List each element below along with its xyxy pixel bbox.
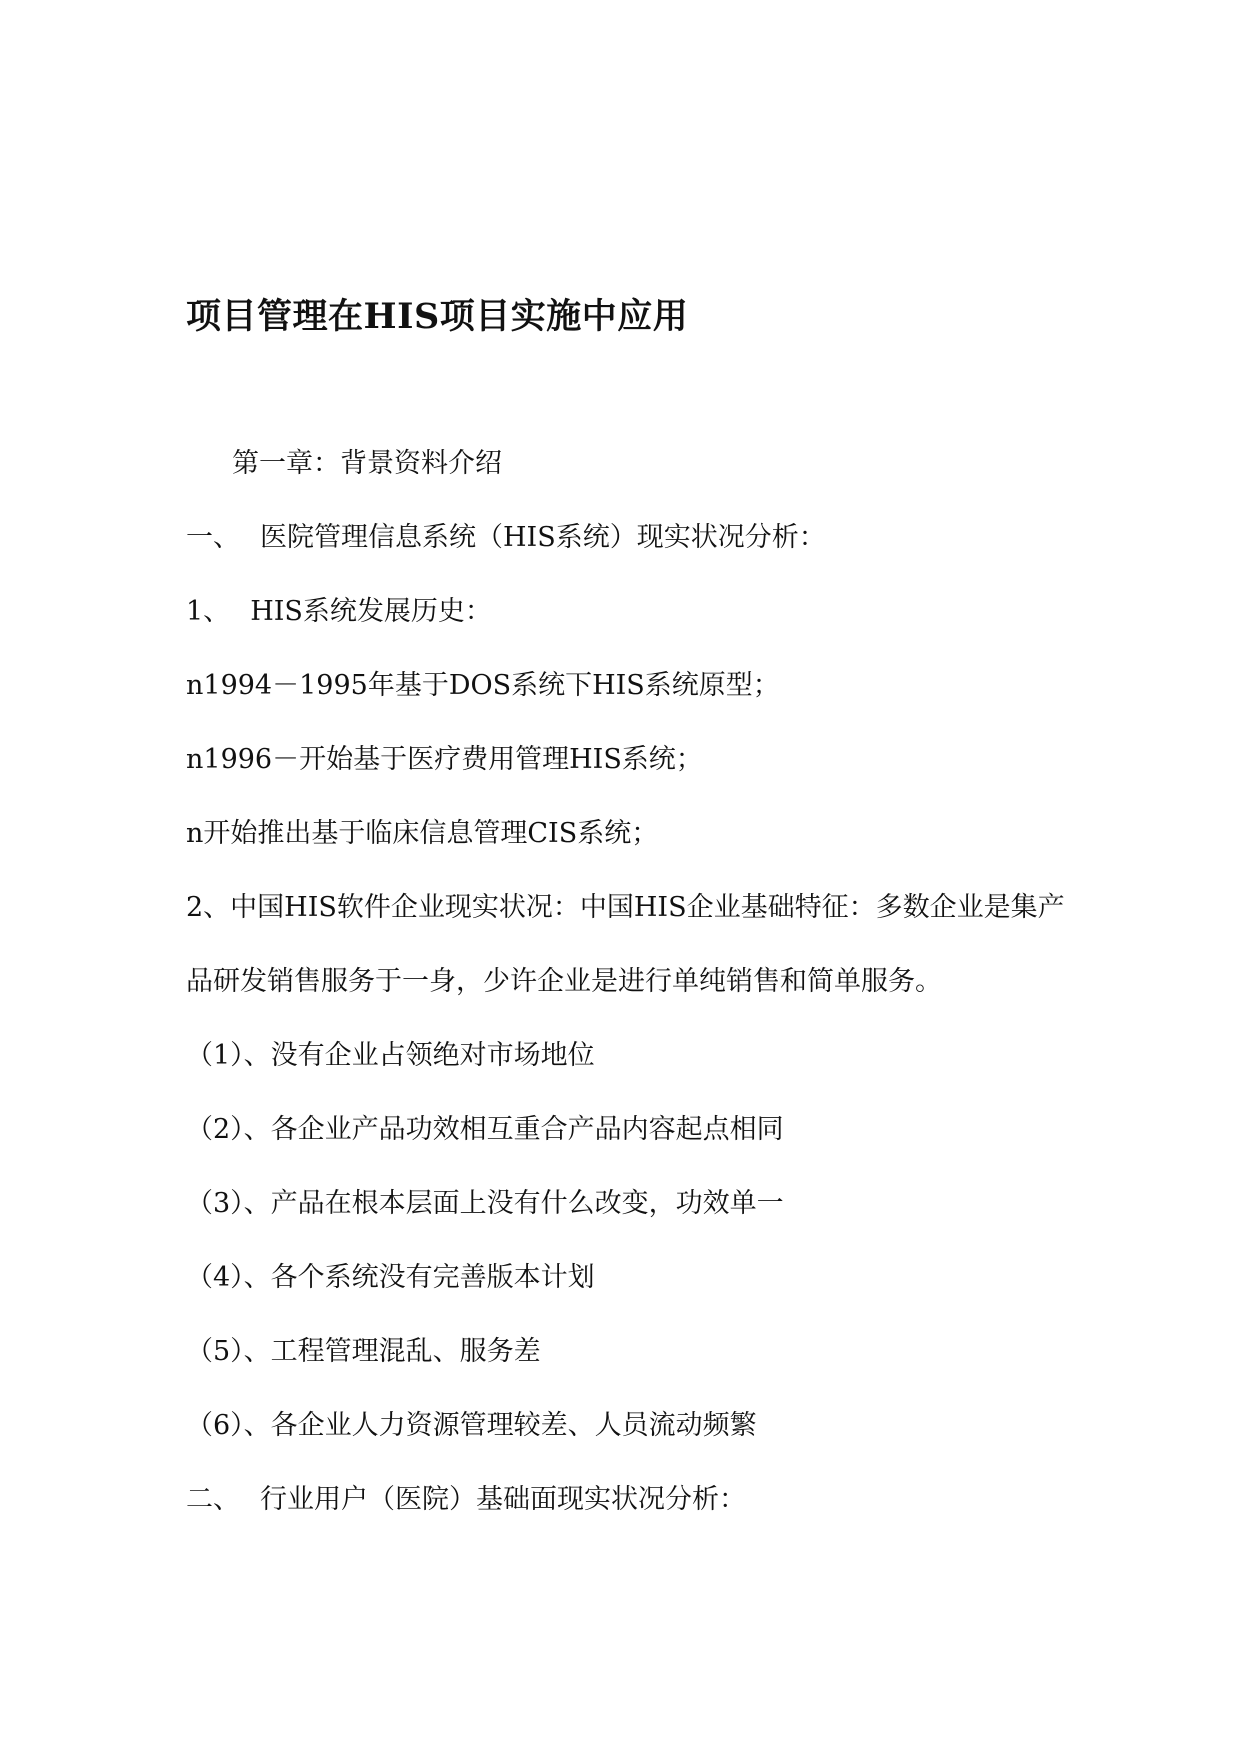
history-line: n1994－1995年基于DOS系统下HIS系统原型； — [186, 670, 780, 701]
history-line: n1996－开始基于医疗费用管理HIS系统； — [186, 744, 703, 775]
list-item: （6）、各企业人力资源管理较差、人员流动频繁 — [186, 1410, 757, 1441]
list-item: （2）、各企业产品功效相互重合产品内容起点相同 — [186, 1114, 784, 1145]
section-marker: 二、 — [186, 1484, 240, 1515]
section-heading-2 — [186, 1480, 746, 1520]
item-marker: 1、 — [186, 596, 231, 627]
list-item: （3）、产品在根本层面上没有什么改变，功效单一 — [186, 1188, 784, 1219]
section-heading-1 — [186, 518, 826, 558]
list-item: （4）、各个系统没有完善版本计划 — [186, 1262, 595, 1293]
section-marker: 一、 — [186, 522, 240, 553]
section-text: 医院管理信息系统（HIS系统）现实状况分析： — [260, 522, 826, 553]
item-text: HIS系统发展历史： — [250, 596, 492, 627]
section-text: 行业用户（医院）基础面现实状况分析： — [260, 1484, 746, 1515]
chapter-heading: 第一章：背景资料介绍 — [232, 448, 502, 479]
list-item: （5）、工程管理混乱、服务差 — [186, 1336, 541, 1367]
document-title: 项目管理在HIS项目实施中应用 — [186, 296, 689, 337]
paragraph-line: 品研发销售服务于一身，少许企业是进行单纯销售和简单服务。 — [186, 966, 942, 997]
paragraph-line: 2、中国HIS软件企业现实状况：中国HIS企业基础特征：多数企业是集产 — [186, 892, 1065, 923]
list-item: （1）、没有企业占领绝对市场地位 — [186, 1040, 595, 1071]
history-line: n开始推出基于临床信息管理CIS系统； — [186, 818, 659, 849]
item-heading-1 — [186, 592, 492, 632]
